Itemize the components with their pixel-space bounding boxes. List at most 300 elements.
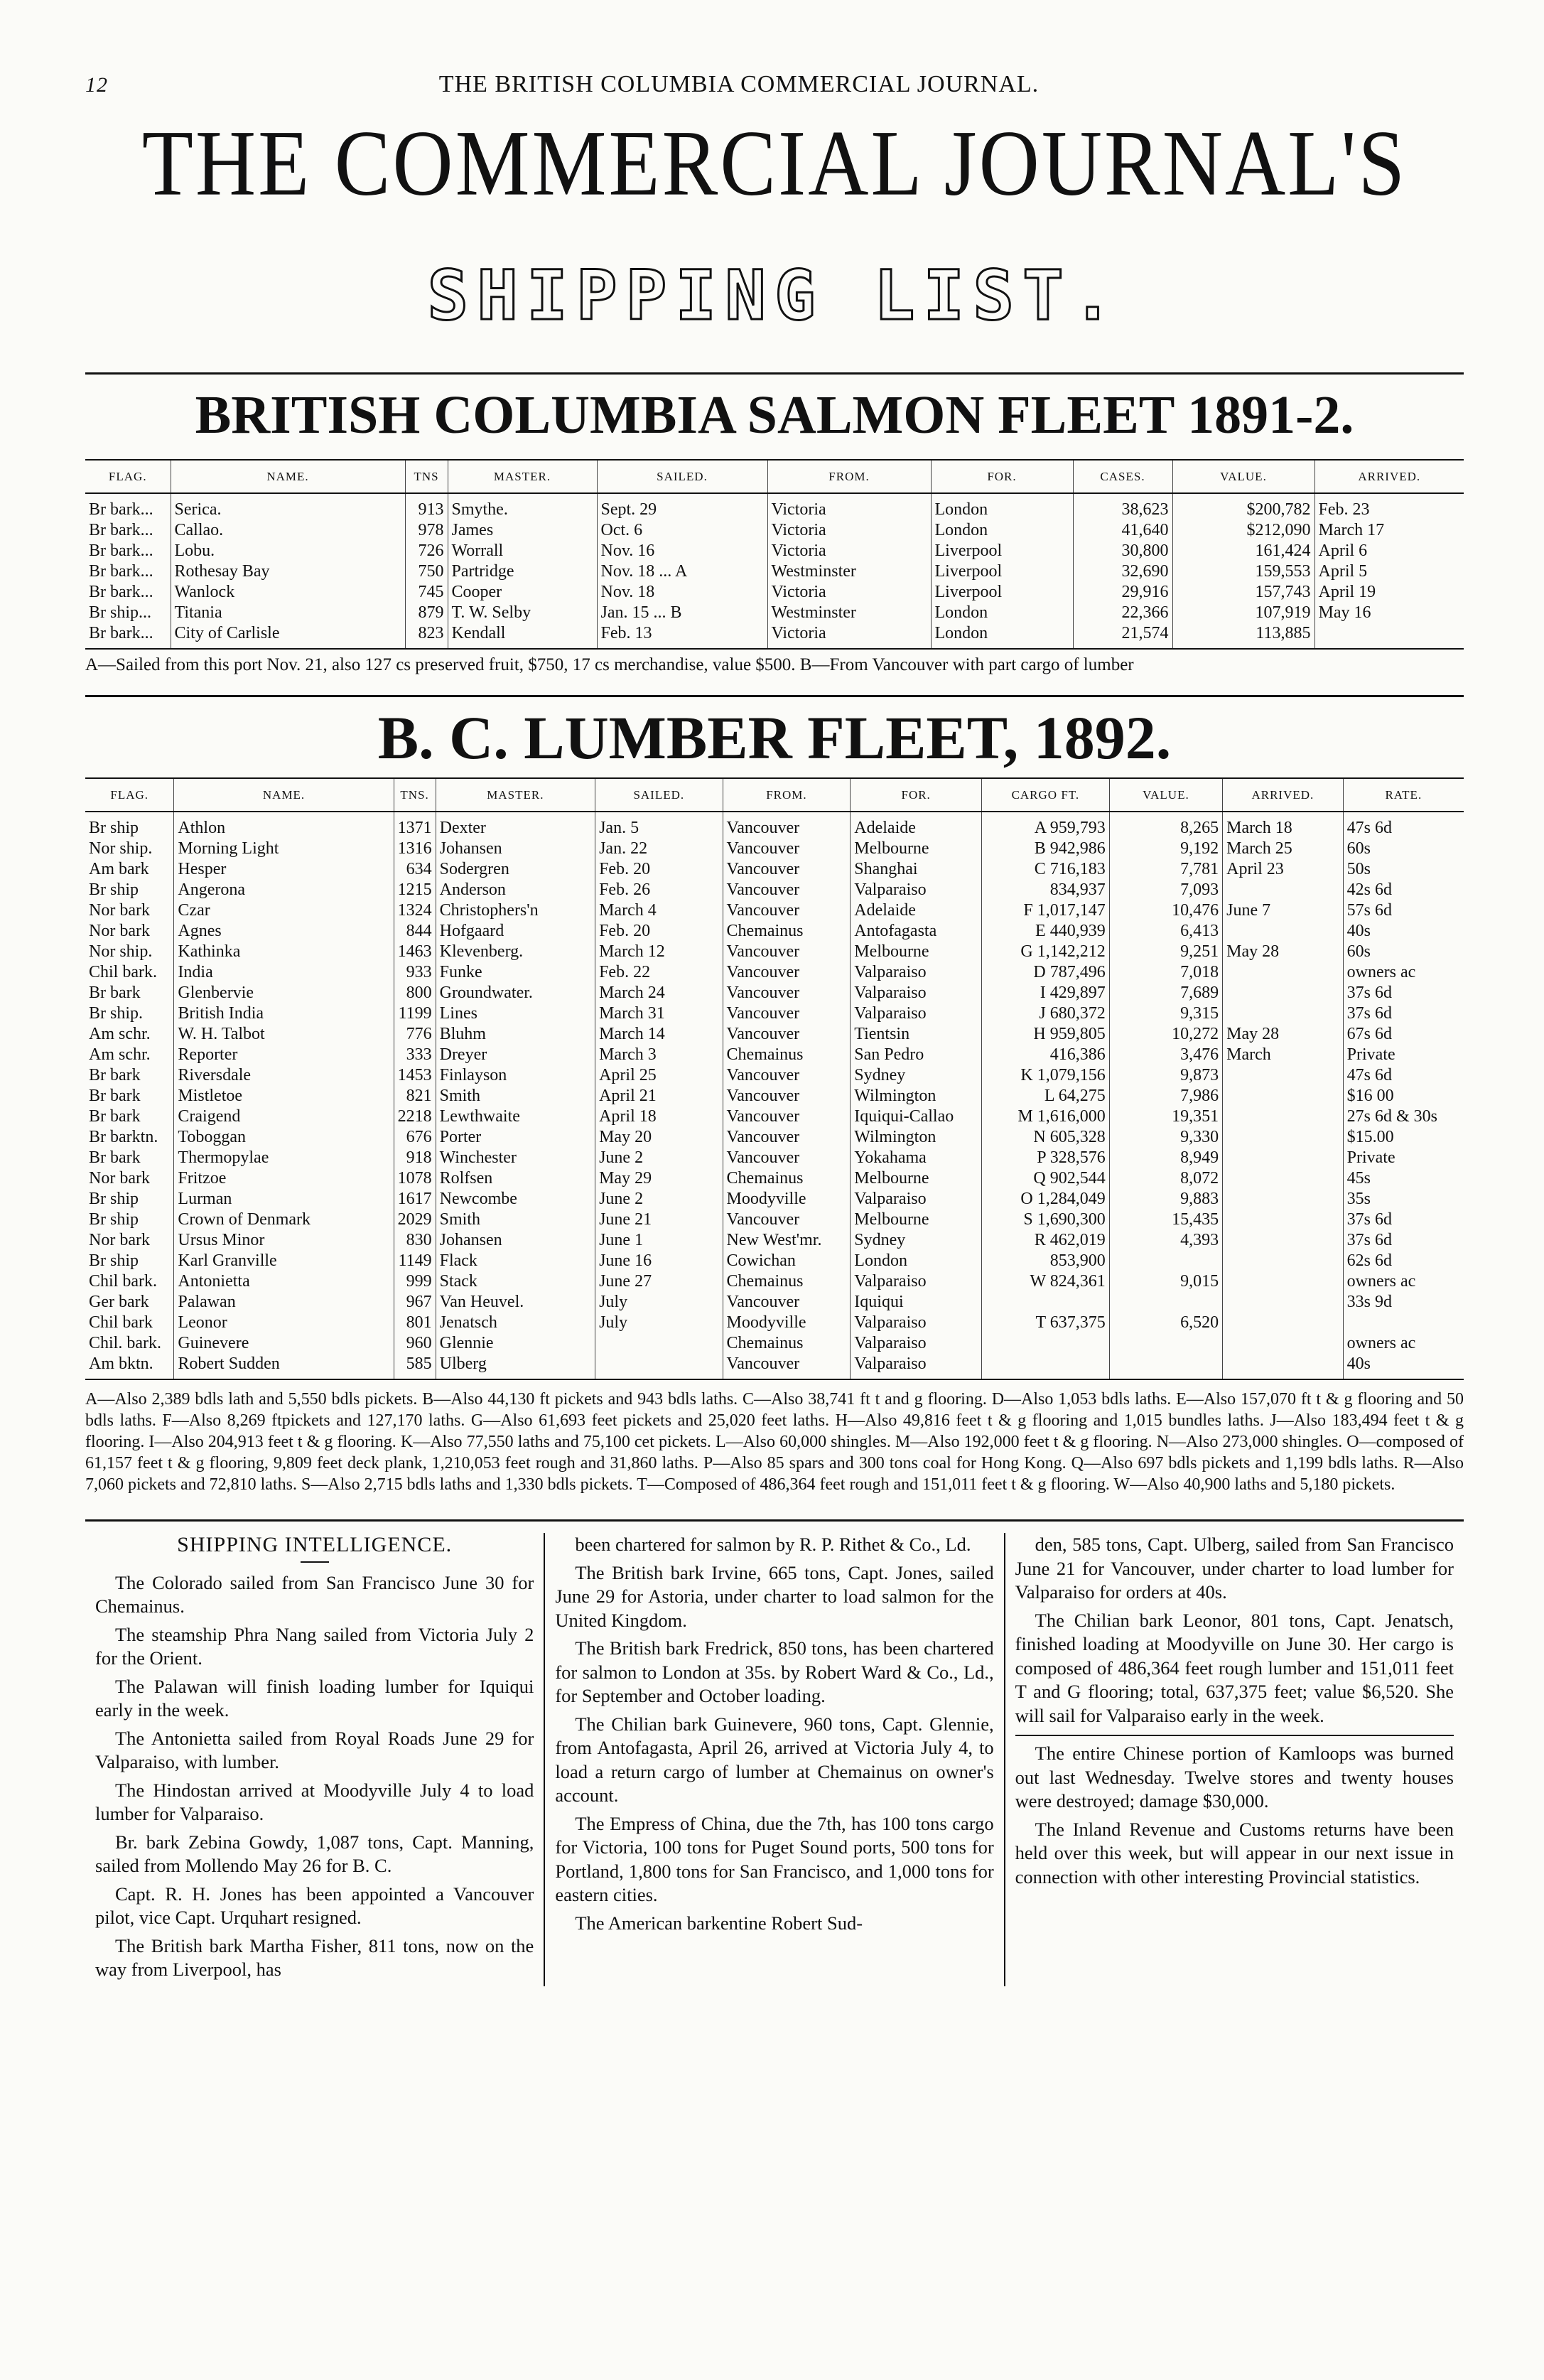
table-row (85, 561, 1464, 582)
table-cell: 776 (394, 1024, 436, 1045)
table-cell: Johansen (436, 839, 595, 859)
table-cell: Klevenberg. (436, 942, 595, 962)
table-cell: Chil bark. (89, 963, 157, 982)
table-cell: Vancouver (723, 1024, 851, 1045)
table-cell: Antofagasta (851, 921, 982, 942)
table-cell: 30,800 (1073, 541, 1172, 561)
table-cell: 32,690 (1073, 561, 1172, 582)
news-paragraph: The Chilian bark Leonor, 801 tons, Capt. Jenatsch, finished loading at Moodyville on June 30. Her cargo is composed of 486,364 feet rough lumber and 151,011 feet T and G flooring; total, 637,375 feet; value $6,520. She will sail for Valparaiso early in the week. (1015, 1609, 1454, 1726)
table-cell: 29,916 (1073, 582, 1172, 603)
table-cell: 333 (394, 1045, 436, 1065)
table-cell: Br bark (89, 1087, 141, 1106)
table-cell: owners ac (1343, 1333, 1464, 1354)
table-cell: Winchester (436, 1148, 595, 1168)
table-cell: 967 (394, 1292, 436, 1313)
table-cell: 960 (394, 1333, 436, 1354)
column-header: MASTER. (436, 778, 595, 812)
table-cell: May 28 (1223, 1024, 1344, 1045)
table-cell: Nor bark (89, 1169, 150, 1188)
table-cell: Feb. 22 (595, 962, 723, 983)
table-cell: Kendall (448, 623, 597, 649)
table-cell: 800 (394, 983, 436, 1003)
table-row (85, 541, 1464, 561)
table-cell: Sodergren (436, 859, 595, 880)
table-cell: Funke (436, 962, 595, 983)
news-paragraph: The British bark Fredrick, 850 tons, has been chartered for salmon to London at 35s. by Robert Ward & Co., Ld., for September and October loading. (555, 1637, 994, 1707)
table-cell (1223, 1313, 1344, 1333)
table-cell: Private (1343, 1045, 1464, 1065)
table-cell: March 3 (595, 1045, 723, 1065)
news-paragraph: The steamship Phra Nang sailed from Victoria July 2 for the Orient. (95, 1623, 534, 1669)
table-row (85, 520, 1464, 541)
news-paragraph: The Hindostan arrived at Moodyville July 4 to load lumber for Valparaiso. (95, 1779, 534, 1825)
table-cell: 22,366 (1073, 603, 1172, 623)
table-cell: Moodyville (723, 1189, 851, 1210)
table-cell: Nor bark (89, 1231, 150, 1250)
table-cell: Porter (436, 1127, 595, 1148)
table-cell: 40s (1343, 1354, 1464, 1379)
table-cell: Feb. 13 (597, 623, 767, 649)
table-cell: March 12 (595, 942, 723, 962)
table-cell (1223, 1065, 1344, 1086)
table-row (85, 900, 1464, 921)
table-cell: 35s (1343, 1189, 1464, 1210)
table-cell: Adelaide (851, 812, 982, 839)
table-cell: Vancouver (723, 942, 851, 962)
table-cell: 9,873 (1109, 1065, 1222, 1086)
table-cell: Victoria (767, 582, 931, 603)
column-header: MASTER. (448, 460, 597, 493)
table-cell: April 18 (595, 1106, 723, 1127)
table-cell: 27s 6d & 30s (1343, 1106, 1464, 1127)
table-cell: 918 (394, 1148, 436, 1168)
table-row (85, 1127, 1464, 1148)
table-cell: 1078 (394, 1168, 436, 1189)
table-cell: Chemainus (723, 1333, 851, 1354)
table-cell: 10,272 (1109, 1024, 1222, 1045)
table-cell: T 637,375 (982, 1313, 1110, 1333)
table-cell: London (931, 623, 1073, 649)
table-cell: 38,623 (1073, 493, 1172, 520)
table-cell: 999 (394, 1271, 436, 1292)
table-cell: 21,574 (1073, 623, 1172, 649)
column-header: FLAG. (85, 778, 174, 812)
table-cell: Christophers'n (436, 900, 595, 921)
table-cell: 726 (405, 541, 448, 561)
table-cell: Ursus Minor (174, 1230, 394, 1251)
table-cell: Worrall (448, 541, 597, 561)
table-cell (1223, 1251, 1344, 1271)
table-cell: 9,330 (1109, 1127, 1222, 1148)
table-cell: G 1,142,212 (982, 942, 1110, 962)
newspaper-page (85, 71, 1464, 1986)
table-cell: Br ship (89, 819, 139, 838)
table-cell: 834,937 (982, 880, 1110, 900)
table-row (85, 1148, 1464, 1168)
table-cell (1223, 1292, 1344, 1313)
table-cell (1223, 1333, 1344, 1354)
table-cell: Br ship (89, 1210, 139, 1229)
table-cell: Czar (174, 900, 394, 921)
column-header: CASES. (1073, 460, 1172, 493)
table-cell: Lewthwaite (436, 1106, 595, 1127)
table-cell (1223, 1271, 1344, 1292)
table-cell: Br bark... (89, 583, 153, 602)
table-row (85, 942, 1464, 962)
table-cell (1223, 1003, 1344, 1024)
table-cell (1109, 1333, 1222, 1354)
column-header: TNS. (394, 778, 436, 812)
table-cell: March 14 (595, 1024, 723, 1045)
table-cell: Am schr. (89, 1025, 151, 1044)
table-cell (1223, 1168, 1344, 1189)
table-cell: India (174, 962, 394, 983)
table-row (85, 1292, 1464, 1313)
table-cell (595, 1354, 723, 1379)
table-cell: March (1223, 1045, 1344, 1065)
table-cell: Br ship (89, 1190, 139, 1209)
table-cell: Br ship (89, 1251, 139, 1271)
table-cell: 8,265 (1109, 812, 1222, 839)
table-cell: Vancouver (723, 962, 851, 983)
table-cell: Vancouver (723, 859, 851, 880)
table-cell: T. W. Selby (448, 603, 597, 623)
table-cell: Chemainus (723, 1045, 851, 1065)
table-cell: 67s 6d (1343, 1024, 1464, 1045)
table-cell: Glenbervie (174, 983, 394, 1003)
table-cell: Chil. bark. (89, 1334, 161, 1353)
table-cell: 1199 (394, 1003, 436, 1024)
table-cell: J 680,372 (982, 1003, 1110, 1024)
table-cell: 9,251 (1109, 942, 1222, 962)
table-cell: April 5 (1314, 561, 1464, 582)
table-row (85, 1168, 1464, 1189)
table-cell: April 23 (1223, 859, 1344, 880)
table-cell: Fritzoe (174, 1168, 394, 1189)
table-cell: $212,090 (1172, 520, 1314, 541)
table-cell: I 429,897 (982, 983, 1110, 1003)
table-cell: 933 (394, 962, 436, 983)
table-row (85, 1230, 1464, 1251)
table-cell: 37s 6d (1343, 1230, 1464, 1251)
table-cell: 19,351 (1109, 1106, 1222, 1127)
table-cell: New West'mr. (723, 1230, 851, 1251)
table-cell: March 25 (1223, 839, 1344, 859)
table-cell: 3,476 (1109, 1045, 1222, 1065)
table-cell: 1324 (394, 900, 436, 921)
table-cell: Chil bark. (89, 1272, 157, 1291)
table-cell: Nor bark (89, 922, 150, 941)
table-cell: Br bark (89, 984, 141, 1003)
table-cell: Br bark... (89, 500, 153, 519)
table-cell: 9,883 (1109, 1189, 1222, 1210)
table-cell: Melbourne (851, 839, 982, 859)
table-cell: 161,424 (1172, 541, 1314, 561)
table-cell: Yokahama (851, 1148, 982, 1168)
table-cell: April 19 (1314, 582, 1464, 603)
table-cell: Vancouver (723, 1148, 851, 1168)
table-cell: K 1,079,156 (982, 1065, 1110, 1086)
table-cell (1223, 1127, 1344, 1148)
table-cell: 2218 (394, 1106, 436, 1127)
column-header: RATE. (1343, 778, 1464, 812)
divider (301, 1561, 329, 1563)
news-paragraph: The American barkentine Robert Sud- (575, 1912, 863, 1934)
table-cell: 15,435 (1109, 1210, 1222, 1230)
table-cell: 416,386 (982, 1045, 1110, 1065)
table-cell: 41,640 (1073, 520, 1172, 541)
table-cell (595, 1333, 723, 1354)
table-cell: Moodyville (723, 1313, 851, 1333)
table-cell: Mistletoe (174, 1086, 394, 1106)
table-cell: Dexter (436, 812, 595, 839)
table-cell: Newcombe (436, 1189, 595, 1210)
table-cell (1109, 1292, 1222, 1313)
table-cell: Palawan (174, 1292, 394, 1313)
table-cell: June 7 (1223, 900, 1344, 921)
lumber-fleet-table (85, 777, 1464, 1380)
table-cell: June 1 (595, 1230, 723, 1251)
table-cell: Bluhm (436, 1024, 595, 1045)
table-cell: Antonietta (174, 1271, 394, 1292)
news-paragraph: The Inland Revenue and Customs returns have been held over this week, but will appear in our next issue in connection with other interesting Provincial statistics. (1015, 1818, 1454, 1888)
table-row (85, 983, 1464, 1003)
table-cell: Victoria (767, 623, 931, 649)
table-cell: Morning Light (174, 839, 394, 859)
table-cell: Jan. 5 (595, 812, 723, 839)
table-cell: April 25 (595, 1065, 723, 1086)
table-cell: March 17 (1314, 520, 1464, 541)
table-cell: Westminster (767, 603, 931, 623)
salmon-fleet-heading: BRITISH COLUMBIA SALMON FLEET 1891-2. (195, 384, 1354, 445)
table-cell: 821 (394, 1086, 436, 1106)
table-cell: Van Heuvel. (436, 1292, 595, 1313)
news-paragraph: The entire Chinese portion of Kamloops was burned out last Wednesday. Twelve stores and twenty houses were destroyed; damage $30,000. (1015, 1743, 1454, 1812)
table-cell: 750 (405, 561, 448, 582)
news-paragraph: The Colorado sailed from San Francisco June 30 for Chemainus. (95, 1571, 534, 1617)
table-cell: Johansen (436, 1230, 595, 1251)
table-cell: $16 00 (1343, 1086, 1464, 1106)
table-cell: Shanghai (851, 859, 982, 880)
table-cell: Nov. 18 ... A (597, 561, 767, 582)
table-cell: June 16 (595, 1251, 723, 1271)
table-cell: Melbourne (851, 1210, 982, 1230)
lumber-footnote: A—Also 2,389 bdls lath and 5,550 bdls pickets. B—Also 44,130 ft pickets and 943 bdls laths. C—Also 38,741 ft t and g flooring. D—Also 1,053 bdls laths. E—Also 157,070 ft t & g flooring and 50 bdls laths. F—Also 8,269 ftpickets and 127,170 laths. G—Also 61,693 feet pickets and 25,020 feet laths. H—Also 49,816 feet t & g flooring and 1,015 bundles laths. J—Also 183,494 feet t & g flooring. I—Also 204,913 feet t & g flooring. K—Also 77,550 laths and 75,100 cet pickets. L—Also 60,000 shingles. M—Also 192,000 feet t & g flooring. N—Also 273,000 shingles. O—composed of 61,157 feet t & g flooring, 9,809 feet deck plank, 1,210,053 feet rough and 31,860 laths. P—Also 85 spars and 300 tons coal for Hong Kong. Q—Also 697 bdls pickets and 1,199 bdls laths. R—Also 7,060 pickets and 72,810 laths. S—Also 2,715 bdls laths and 1,330 bdls pickets. T—Composed of 486,364 feet rough and 151,011 feet t & g flooring. W—Also 40,900 laths and 5,180 pickets. (85, 1390, 1464, 1495)
table-cell: Liverpool (931, 541, 1073, 561)
table-cell: 60s (1343, 942, 1464, 962)
table-cell: Cowichan (723, 1251, 851, 1271)
table-cell: Nor ship. (89, 942, 153, 962)
table-cell: 157,743 (1172, 582, 1314, 603)
table-cell: Feb. 23 (1314, 493, 1464, 520)
table-row (85, 1210, 1464, 1230)
news-paragraph: The Antonietta sailed from Royal Roads June 29 for Valparaiso, with lumber. (95, 1727, 534, 1773)
shipping-intelligence (85, 1519, 1464, 1986)
table-cell: Sydney (851, 1230, 982, 1251)
table-cell: Dreyer (436, 1045, 595, 1065)
table-cell: 8,949 (1109, 1148, 1222, 1168)
intelligence-heading: SHIPPING INTELLIGENCE. (177, 1533, 453, 1557)
table-cell: Valparaiso (851, 1313, 982, 1333)
table-cell: Liverpool (931, 582, 1073, 603)
table-cell (1223, 880, 1344, 900)
table-cell: 1371 (394, 812, 436, 839)
ornament-divider (1015, 1735, 1454, 1736)
table-cell: Valparaiso (851, 962, 982, 983)
table-cell: 60s (1343, 839, 1464, 859)
table-cell: Valparaiso (851, 1354, 982, 1379)
column-header: NAME. (171, 460, 405, 493)
table-cell: Ger bark (89, 1293, 149, 1312)
table-cell: Am bktn. (85, 1354, 174, 1379)
table-cell: 1149 (394, 1251, 436, 1271)
table-cell: 40s (1343, 921, 1464, 942)
table-cell: owners ac (1343, 1271, 1464, 1292)
table-cell: Robert Sudden (174, 1354, 394, 1379)
table-cell: Victoria (767, 520, 931, 541)
table-cell: 913 (405, 493, 448, 520)
page-subtitle: SHIPPING LIST. (427, 255, 1122, 335)
table-cell (1314, 623, 1464, 649)
table-cell: Private (1343, 1148, 1464, 1168)
news-paragraph: Br. bark Zebina Gowdy, 1,087 tons, Capt. Manning, sailed from Mollendo May 26 for B. C. (95, 1831, 534, 1877)
table-cell: June 2 (595, 1189, 723, 1210)
table-cell: Nov. 16 (597, 541, 767, 561)
table-row (85, 880, 1464, 900)
table-cell: Iquiqui (851, 1292, 982, 1313)
table-cell: Flack (436, 1251, 595, 1271)
table-cell: London (931, 603, 1073, 623)
table-cell: Lobu. (171, 541, 405, 561)
table-cell: Br bark... (89, 542, 153, 561)
table-cell (982, 1333, 1110, 1354)
table-cell: June 2 (595, 1148, 723, 1168)
table-cell: March 4 (595, 900, 723, 921)
table-cell: Vancouver (723, 1354, 851, 1379)
table-cell: Wilmington (851, 1086, 982, 1106)
table-cell: Am bark (89, 860, 149, 879)
table-cell: Victoria (767, 493, 931, 520)
table-cell: 9,015 (1109, 1271, 1222, 1292)
table-row (85, 1271, 1464, 1292)
table-cell: 801 (394, 1313, 436, 1333)
table-cell: Hesper (174, 859, 394, 880)
table-cell: Lines (436, 1003, 595, 1024)
table-cell: Crown of Denmark (174, 1210, 394, 1230)
table-cell: July (595, 1313, 723, 1333)
table-cell: O 1,284,049 (982, 1189, 1110, 1210)
table-cell: 1316 (394, 839, 436, 859)
table-cell: June 21 (595, 1210, 723, 1230)
table-cell: Thermopylae (174, 1148, 394, 1168)
table-cell: Victoria (767, 541, 931, 561)
table-cell: Valparaiso (851, 983, 982, 1003)
divider (85, 695, 1464, 697)
column-header: FOR. (851, 778, 982, 812)
table-cell: Valparaiso (851, 1189, 982, 1210)
table-cell (1109, 1354, 1222, 1379)
running-head (85, 71, 1464, 107)
table-cell (1343, 1313, 1464, 1333)
table-cell: Feb. 26 (595, 880, 723, 900)
table-cell: H 959,805 (982, 1024, 1110, 1045)
table-cell: N 605,328 (982, 1127, 1110, 1148)
table-row (85, 1313, 1464, 1333)
table-cell: C 716,183 (982, 859, 1110, 880)
table-cell: 853,900 (982, 1251, 1110, 1271)
table-row (85, 582, 1464, 603)
table-cell: Cooper (448, 582, 597, 603)
column-header: SAILED. (595, 778, 723, 812)
table-cell: Smythe. (448, 493, 597, 520)
table-cell: Q 902,544 (982, 1168, 1110, 1189)
table-cell: Vancouver (723, 880, 851, 900)
table-cell: Vancouver (723, 1106, 851, 1127)
table-cell: Smith (436, 1210, 595, 1230)
table-cell: Melbourne (851, 1168, 982, 1189)
table-cell: Anderson (436, 880, 595, 900)
column-header: VALUE. (1109, 778, 1222, 812)
table-cell: Leonor (174, 1313, 394, 1333)
table-cell: Westminster (767, 561, 931, 582)
table-cell: Vancouver (723, 1065, 851, 1086)
table-cell: Valparaiso (851, 1333, 982, 1354)
salmon-footnote: A—Sailed from this port Nov. 21, also 127 cs preserved fruit, $750, 17 cs merchandise, value $500. B—From Vancouver with part cargo of lumber (85, 655, 1134, 675)
table-cell: Kathinka (174, 942, 394, 962)
table-cell: 37s 6d (1343, 983, 1464, 1003)
table-cell: Groundwater. (436, 983, 595, 1003)
table-cell: Vancouver (723, 1086, 851, 1106)
table-cell (1223, 1086, 1344, 1106)
table-row (85, 603, 1464, 623)
table-cell: 1453 (394, 1065, 436, 1086)
column-header: FROM. (767, 460, 931, 493)
table-cell: $200,782 (1172, 493, 1314, 520)
page-number: 12 (85, 73, 108, 97)
table-cell: 745 (405, 582, 448, 603)
table-cell: Br ship. (89, 1004, 144, 1023)
divider (85, 372, 1464, 375)
table-cell: Chil bark (89, 1313, 153, 1332)
table-cell (1223, 962, 1344, 983)
table-cell: Br bark (89, 1107, 141, 1126)
table-row (85, 1045, 1464, 1065)
table-cell: Rothesay Bay (171, 561, 405, 582)
page-title: THE COMMERCIAL JOURNAL'S (141, 111, 1408, 215)
table-cell: 37s 6d (1343, 1003, 1464, 1024)
table-cell: 37s 6d (1343, 1210, 1464, 1230)
table-cell: Glennie (436, 1333, 595, 1354)
table-cell: March 18 (1223, 812, 1344, 839)
table-cell: Chemainus (723, 921, 851, 942)
table-cell: Vancouver (723, 983, 851, 1003)
table-cell: Titania (171, 603, 405, 623)
table-cell: 6,413 (1109, 921, 1222, 942)
column-3 (1004, 1533, 1464, 1986)
table-cell: owners ac (1343, 962, 1464, 983)
table-cell: 1617 (394, 1189, 436, 1210)
table-cell: 585 (394, 1354, 436, 1379)
table-cell: 7,781 (1109, 859, 1222, 880)
table-cell: Br ship (89, 881, 139, 900)
table-cell: 7,018 (1109, 962, 1222, 983)
column-header: ARRIVED. (1223, 778, 1344, 812)
table-cell (1223, 921, 1344, 942)
table-cell: Karl Granville (174, 1251, 394, 1271)
table-cell: Am schr. (89, 1045, 151, 1065)
news-paragraph: The Chilian bark Guinevere, 960 tons, Capt. Glennie, from Antofagasta, April 26, arrived at Victoria July 4, to load a return cargo of lumber at Chemainus on owner's account. (555, 1713, 994, 1806)
table-cell: Ulberg (436, 1354, 595, 1379)
